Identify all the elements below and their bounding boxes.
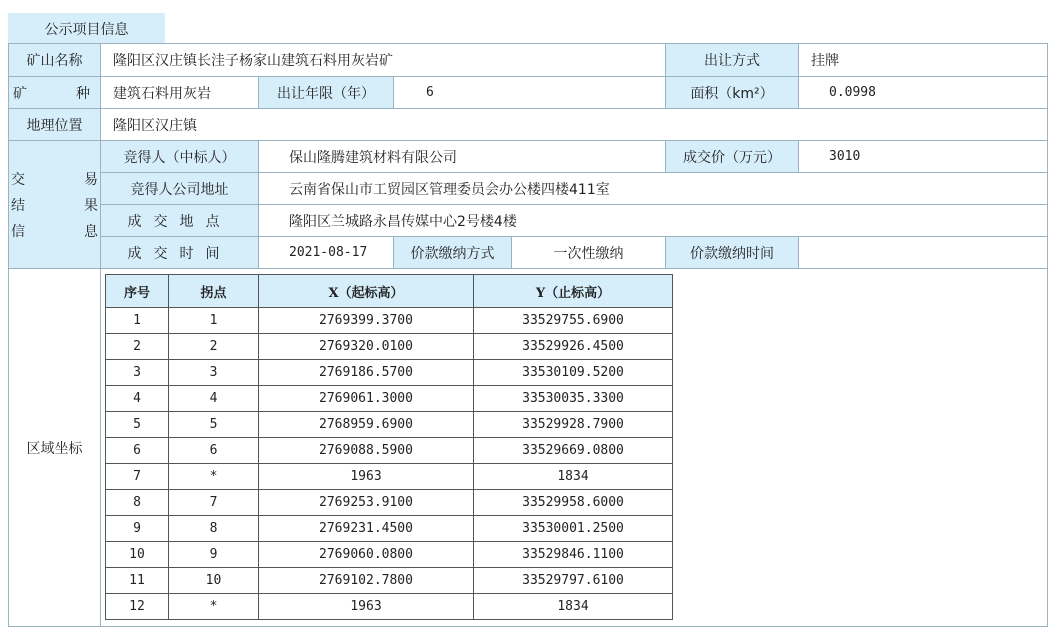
- col-header-y: Y（止标高）: [474, 275, 673, 308]
- location-label: 地理位置: [9, 109, 101, 141]
- term-value: 6: [394, 77, 666, 109]
- table-row: [106, 438, 673, 464]
- cell-x: 2769399.3700: [259, 308, 474, 334]
- price-value: 3010: [799, 141, 1047, 173]
- table-row: [106, 308, 673, 334]
- payment-time-value: [799, 237, 1047, 269]
- deal-place-label: 成交地点: [101, 205, 259, 237]
- location-value: 隆阳区汉庄镇: [101, 109, 1047, 141]
- cell-x: 2769253.9100: [259, 490, 474, 516]
- result-char: 交: [11, 171, 25, 188]
- mine-name-label: 矿山名称: [9, 44, 101, 77]
- cell-point: 7: [169, 490, 259, 516]
- cell-seq: 11: [106, 568, 169, 594]
- cell-y: 33529797.6100: [474, 568, 673, 594]
- result-char: 结: [11, 197, 25, 214]
- cell-point: 4: [169, 386, 259, 412]
- cell-point: 6: [169, 438, 259, 464]
- result-char: 易: [84, 171, 98, 188]
- deal-place-value: 隆阳区兰城路永昌传媒中心2号楼4楼: [259, 205, 1047, 237]
- result-char: 息: [84, 223, 98, 240]
- mine-name-value: 隆阳区汉庄镇长洼子杨家山建筑石料用灰岩矿: [101, 44, 666, 77]
- coordinates-table: [105, 274, 673, 620]
- transfer-method-value: 挂牌: [799, 44, 1047, 77]
- mineral-label-b: 种: [76, 85, 90, 102]
- cell-y: 33530109.5200: [474, 360, 673, 386]
- deal-time-value: 2021-08-17: [259, 237, 394, 269]
- cell-y: 33530001.2500: [474, 516, 673, 542]
- table-row: [106, 594, 673, 620]
- cell-seq: 7: [106, 464, 169, 490]
- cell-x: 2769061.3000: [259, 386, 474, 412]
- transfer-method-label: 出让方式: [666, 44, 799, 77]
- cell-y: 33529926.4500: [474, 334, 673, 360]
- cell-x: 2769088.5900: [259, 438, 474, 464]
- cell-y: 1834: [474, 594, 673, 620]
- cell-seq: 9: [106, 516, 169, 542]
- cell-point: 8: [169, 516, 259, 542]
- mineral-type-value: 建筑石料用灰岩: [101, 77, 259, 109]
- cell-y: 1834: [474, 464, 673, 490]
- cell-x: 2769186.5700: [259, 360, 474, 386]
- cell-seq: 4: [106, 386, 169, 412]
- winner-address-value: 云南省保山市工贸园区管理委员会办公楼四楼411室: [259, 173, 1047, 205]
- cell-point: 5: [169, 412, 259, 438]
- cell-x: 1963: [259, 594, 474, 620]
- winner-address-label: 竞得人公司地址: [101, 173, 259, 205]
- table-row: [106, 464, 673, 490]
- coords-label: 区域坐标: [9, 269, 101, 626]
- table-row: [106, 490, 673, 516]
- transaction-result-label: [9, 141, 101, 269]
- winner-value: 保山隆腾建筑材料有限公司: [259, 141, 666, 173]
- deal-time-label: 成交时间: [101, 237, 259, 269]
- col-header-point: 拐点: [169, 275, 259, 308]
- payment-method-label: 价款缴纳方式: [394, 237, 512, 269]
- cell-point: *: [169, 464, 259, 490]
- cell-y: 33529928.7900: [474, 412, 673, 438]
- cell-y: 33529755.6900: [474, 308, 673, 334]
- table-row: [106, 334, 673, 360]
- cell-point: 3: [169, 360, 259, 386]
- cell-point: 2: [169, 334, 259, 360]
- cell-x: 2768959.6900: [259, 412, 474, 438]
- cell-seq: 10: [106, 542, 169, 568]
- result-char: 信: [11, 223, 25, 240]
- cell-seq: 8: [106, 490, 169, 516]
- table-row: [106, 542, 673, 568]
- table-row: [106, 360, 673, 386]
- cell-seq: 12: [106, 594, 169, 620]
- cell-x: 1963: [259, 464, 474, 490]
- term-label: 出让年限（年）: [259, 77, 394, 109]
- cell-y: 33529669.0800: [474, 438, 673, 464]
- cell-seq: 6: [106, 438, 169, 464]
- cell-seq: 3: [106, 360, 169, 386]
- table-row: [106, 516, 673, 542]
- payment-time-label: 价款缴纳时间: [666, 237, 799, 269]
- cell-x: 2769320.0100: [259, 334, 474, 360]
- cell-seq: 1: [106, 308, 169, 334]
- cell-x: 2769231.4500: [259, 516, 474, 542]
- area-value: 0.0998: [799, 77, 1047, 109]
- table-row: [106, 386, 673, 412]
- cell-point: 9: [169, 542, 259, 568]
- price-label: 成交价（万元）: [666, 141, 799, 173]
- section-tab[interactable]: 公示项目信息: [8, 13, 165, 44]
- area-label: 面积（km²）: [666, 77, 799, 109]
- cell-point: 1: [169, 308, 259, 334]
- cell-x: 2769102.7800: [259, 568, 474, 594]
- winner-label: 竞得人（中标人）: [101, 141, 259, 173]
- cell-y: 33529846.1100: [474, 542, 673, 568]
- cell-point: 10: [169, 568, 259, 594]
- table-row: [106, 412, 673, 438]
- cell-y: 33530035.3300: [474, 386, 673, 412]
- payment-method-value: 一次性缴纳: [512, 237, 666, 269]
- col-header-x: X（起标高）: [259, 275, 474, 308]
- cell-y: 33529958.6000: [474, 490, 673, 516]
- cell-seq: 5: [106, 412, 169, 438]
- result-char: 果: [84, 197, 98, 214]
- col-header-seq: 序号: [106, 275, 169, 308]
- coords-header-row: [106, 275, 673, 308]
- cell-point: *: [169, 594, 259, 620]
- table-row: [106, 568, 673, 594]
- mineral-type-label: [9, 77, 101, 109]
- cell-x: 2769060.0800: [259, 542, 474, 568]
- cell-seq: 2: [106, 334, 169, 360]
- mineral-label-a: 矿: [13, 85, 27, 102]
